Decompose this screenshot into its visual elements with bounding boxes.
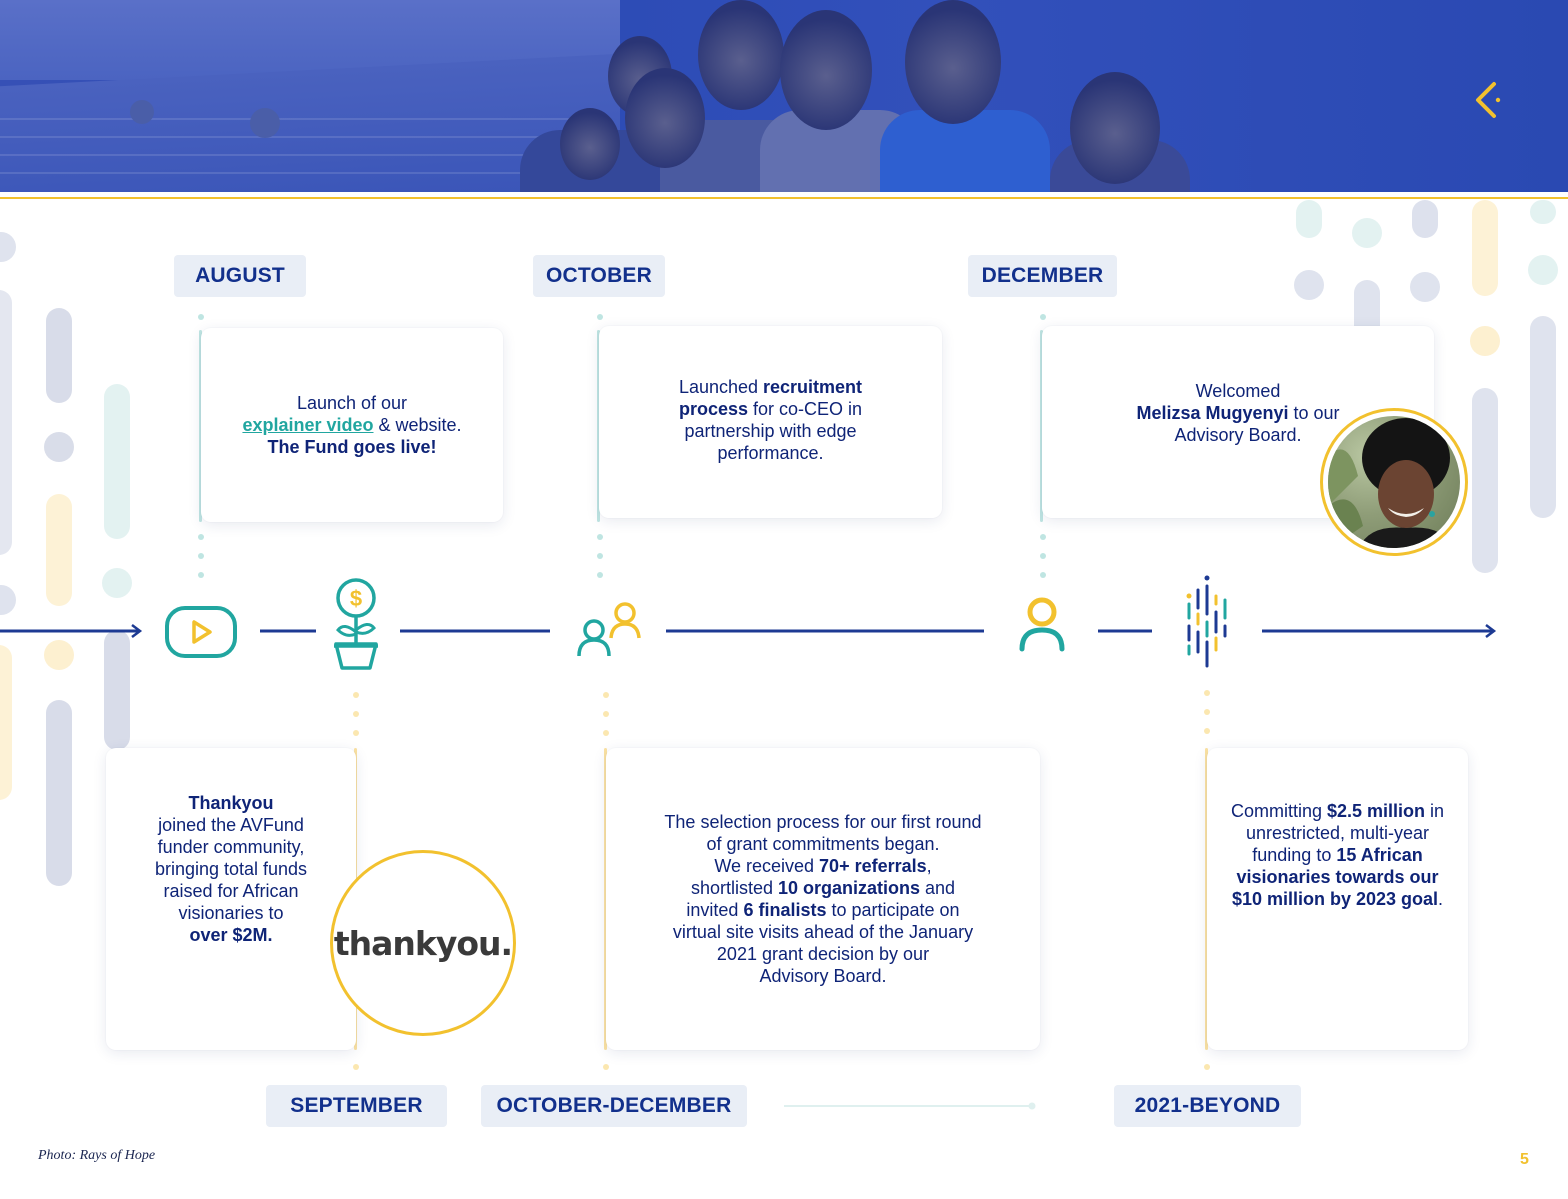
person-icon bbox=[1018, 596, 1066, 652]
connector-dot bbox=[603, 692, 609, 698]
card-october bbox=[599, 326, 942, 518]
august-text-2: & website. bbox=[373, 415, 462, 435]
october-text-bold: recruitment process bbox=[678, 377, 863, 419]
september-text-bold-2: over $2M. bbox=[189, 925, 273, 945]
connector-dot bbox=[597, 553, 603, 559]
card-october-december bbox=[606, 748, 1040, 1050]
connector-dot bbox=[603, 730, 609, 736]
october-text-2: for co-CEO in partnership with edge performance. bbox=[684, 399, 863, 463]
octdec-line-4a: shortlisted bbox=[690, 878, 778, 898]
octdec-line-4b: 10 organizations bbox=[777, 878, 921, 898]
connector-dot bbox=[353, 711, 359, 717]
octdec-line-4c: and bbox=[920, 878, 956, 898]
card-august bbox=[201, 328, 503, 522]
connector-dot bbox=[198, 553, 204, 559]
octdec-line-8: Advisory Board. bbox=[759, 966, 887, 986]
chevron-left-icon[interactable] bbox=[1470, 80, 1506, 120]
connector-dot bbox=[603, 711, 609, 717]
beyond-text-3: . bbox=[1438, 889, 1444, 909]
connector-dot bbox=[1204, 1064, 1210, 1070]
octdec-line-7: 2021 grant decision by our bbox=[716, 944, 930, 964]
octdec-line-5a: invited bbox=[686, 900, 744, 920]
connector-dot bbox=[353, 692, 359, 698]
tag-2021-beyond: 2021-BEYOND bbox=[1114, 1085, 1301, 1127]
december-text-2: to our Advisory Board. bbox=[1174, 403, 1340, 445]
connector-dot bbox=[1040, 553, 1046, 559]
december-text-1: Welcomed bbox=[1195, 381, 1281, 401]
connector-dot bbox=[1204, 690, 1210, 696]
connector-dot bbox=[597, 314, 603, 320]
octdec-line-3b: 70+ referrals bbox=[819, 856, 927, 876]
beyond-text-1: Committing bbox=[1230, 801, 1327, 821]
connector-dot bbox=[198, 314, 204, 320]
beyond-text-bold-1: $2.5 million bbox=[1326, 801, 1426, 821]
octdec-line-3c: , bbox=[926, 856, 932, 876]
august-text-1: Launch of our bbox=[296, 393, 408, 413]
growth-bars-icon bbox=[1184, 574, 1230, 670]
tag-december: DECEMBER bbox=[968, 255, 1117, 297]
connector-dot bbox=[198, 572, 204, 578]
connector-dot bbox=[1204, 709, 1210, 715]
tag-september: SEPTEMBER bbox=[266, 1085, 447, 1127]
card-september bbox=[106, 748, 356, 1050]
money-plant-icon bbox=[330, 576, 382, 672]
september-text-bold-1: Thankyou bbox=[188, 793, 274, 813]
connector-dot bbox=[1040, 314, 1046, 320]
connector-dot bbox=[597, 572, 603, 578]
octdec-line-5b: 6 finalists bbox=[743, 900, 827, 920]
beyond-text-2: in unrestricted, multi-year funding to bbox=[1245, 801, 1445, 865]
connector-dot bbox=[198, 534, 204, 540]
video-play-icon bbox=[164, 604, 240, 660]
september-text: joined the AVFund funder community, bringing total funds raised for African visionaries to bbox=[154, 815, 308, 923]
page-number: 5 bbox=[1520, 1151, 1529, 1168]
person-photo-icon bbox=[1328, 416, 1460, 548]
octdec-line-6: virtual site visits ahead of the January bbox=[672, 922, 974, 942]
header-divider bbox=[0, 197, 1568, 199]
card-2021-beyond bbox=[1207, 748, 1468, 1050]
connector-dot bbox=[1040, 572, 1046, 578]
recruitment-people-icon bbox=[574, 600, 644, 658]
tag-october-december: OCTOBER-DECEMBER bbox=[481, 1085, 747, 1127]
october-text-1: Launched bbox=[678, 377, 764, 397]
connector-dot bbox=[353, 730, 359, 736]
thankyou-logo-text: thankyou. bbox=[333, 923, 513, 963]
octdec-line-5c: to participate on bbox=[826, 900, 960, 920]
svg-text:$: $ bbox=[349, 586, 363, 611]
august-text-3: The Fund goes live! bbox=[267, 437, 437, 457]
beyond-text-bold-2: 15 African visionaries towards our $10 million by 2023 goal bbox=[1231, 845, 1439, 909]
photo-credit: Photo: Rays of Hope bbox=[38, 1148, 156, 1163]
connector-dot bbox=[353, 1064, 359, 1070]
octdec-line-3a: We received bbox=[714, 856, 820, 876]
advisor-portrait bbox=[1320, 408, 1468, 556]
connector-dot bbox=[597, 534, 603, 540]
explainer-video-link[interactable]: explainer video bbox=[242, 415, 374, 435]
connector-dot bbox=[603, 1064, 609, 1070]
tag-august: AUGUST bbox=[174, 255, 306, 297]
octdec-line-2: of grant commitments began. bbox=[706, 834, 940, 854]
faint-connector bbox=[784, 1100, 1040, 1112]
december-text-bold: Melizsa Mugyenyi bbox=[1136, 403, 1289, 423]
octdec-line-1: The selection process for our first round bbox=[664, 812, 982, 832]
connector-dot bbox=[1204, 728, 1210, 734]
thankyou-logo bbox=[330, 850, 516, 1036]
connector-dot bbox=[1040, 534, 1046, 540]
header-photo-banner bbox=[0, 0, 1568, 192]
tag-october: OCTOBER bbox=[533, 255, 665, 297]
